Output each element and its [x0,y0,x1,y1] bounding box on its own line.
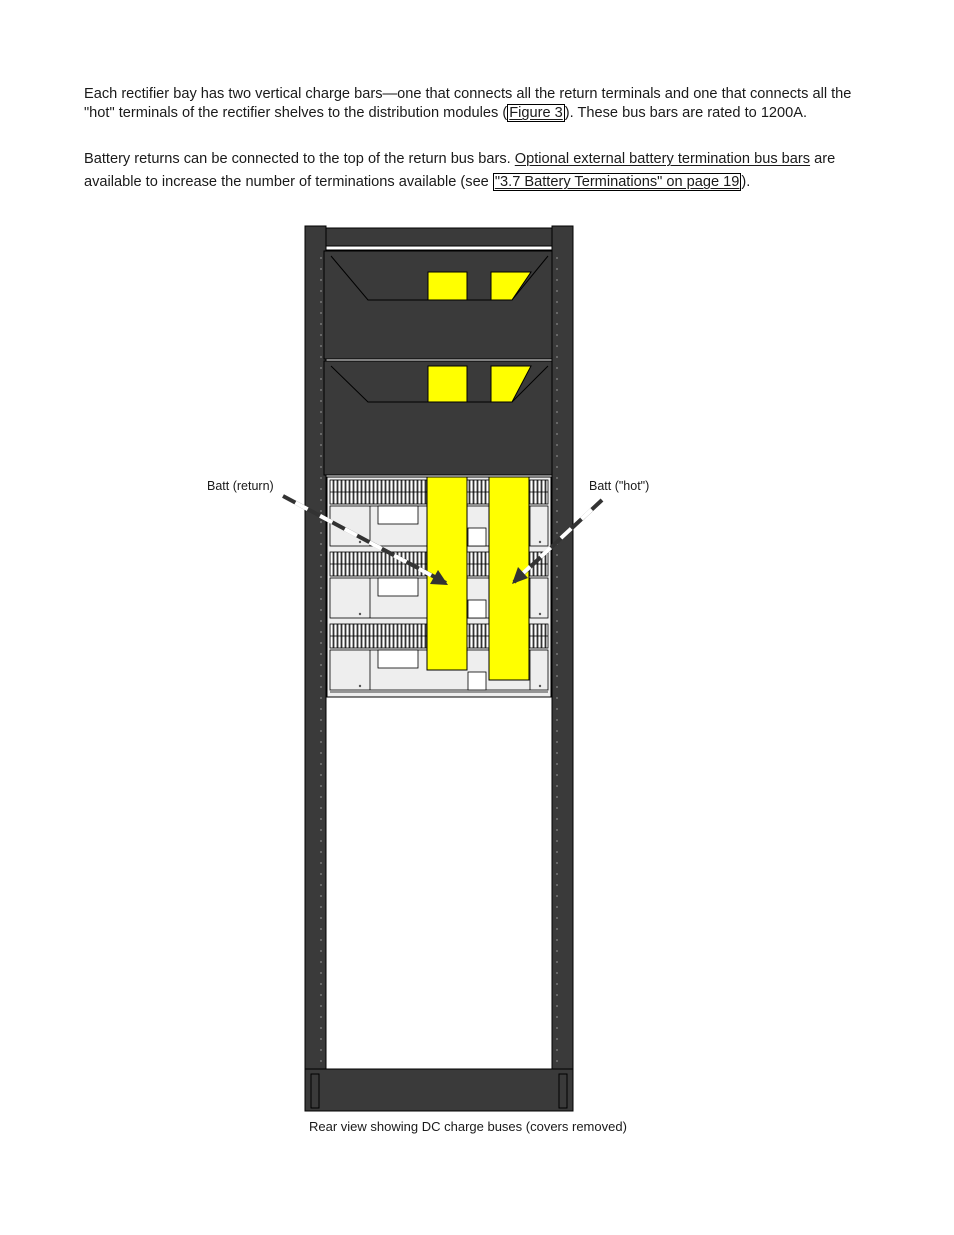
paragraph2-text-c: ). [741,174,751,190]
paragraph1-text-a: Each rectifier bay has two vertical charge bars—one that connects all the return terminals and one that connects all the "hot" terminals of the rectifier shelves to the distribution modules ( [84,86,852,122]
battery-terminations-link[interactable]: "3.7 Battery Terminations" on page 19 [494,174,740,190]
paragraph1-text-b: ). These bus bars are rated to 1200A. [564,105,808,122]
top-crossbar [326,228,552,246]
paragraph2-text-a: Battery returns can be connected to the top of the return bus bars. [84,151,515,167]
lower-return-terminal [428,366,467,402]
optional-termination-text: Optional external battery termination bus bars [514,151,811,167]
batt-hot-label: Batt ("hot") [589,479,650,493]
return-bus-bar [427,477,467,670]
right-rail [552,226,573,1111]
batt-return-label: Batt (return) [207,479,274,493]
distribution-module-lower [324,361,552,475]
upper-return-terminal [428,272,467,300]
rack-base [305,1069,573,1111]
distribution-module-upper [324,251,552,359]
figure-3-link[interactable]: Figure 3 [509,105,563,122]
paragraph2-text-b: are available to increase the number of terminations available (see [84,151,836,190]
left-rail [305,226,326,1111]
figure-caption: Rear view showing DC charge buses (covers removed) [309,1119,627,1134]
